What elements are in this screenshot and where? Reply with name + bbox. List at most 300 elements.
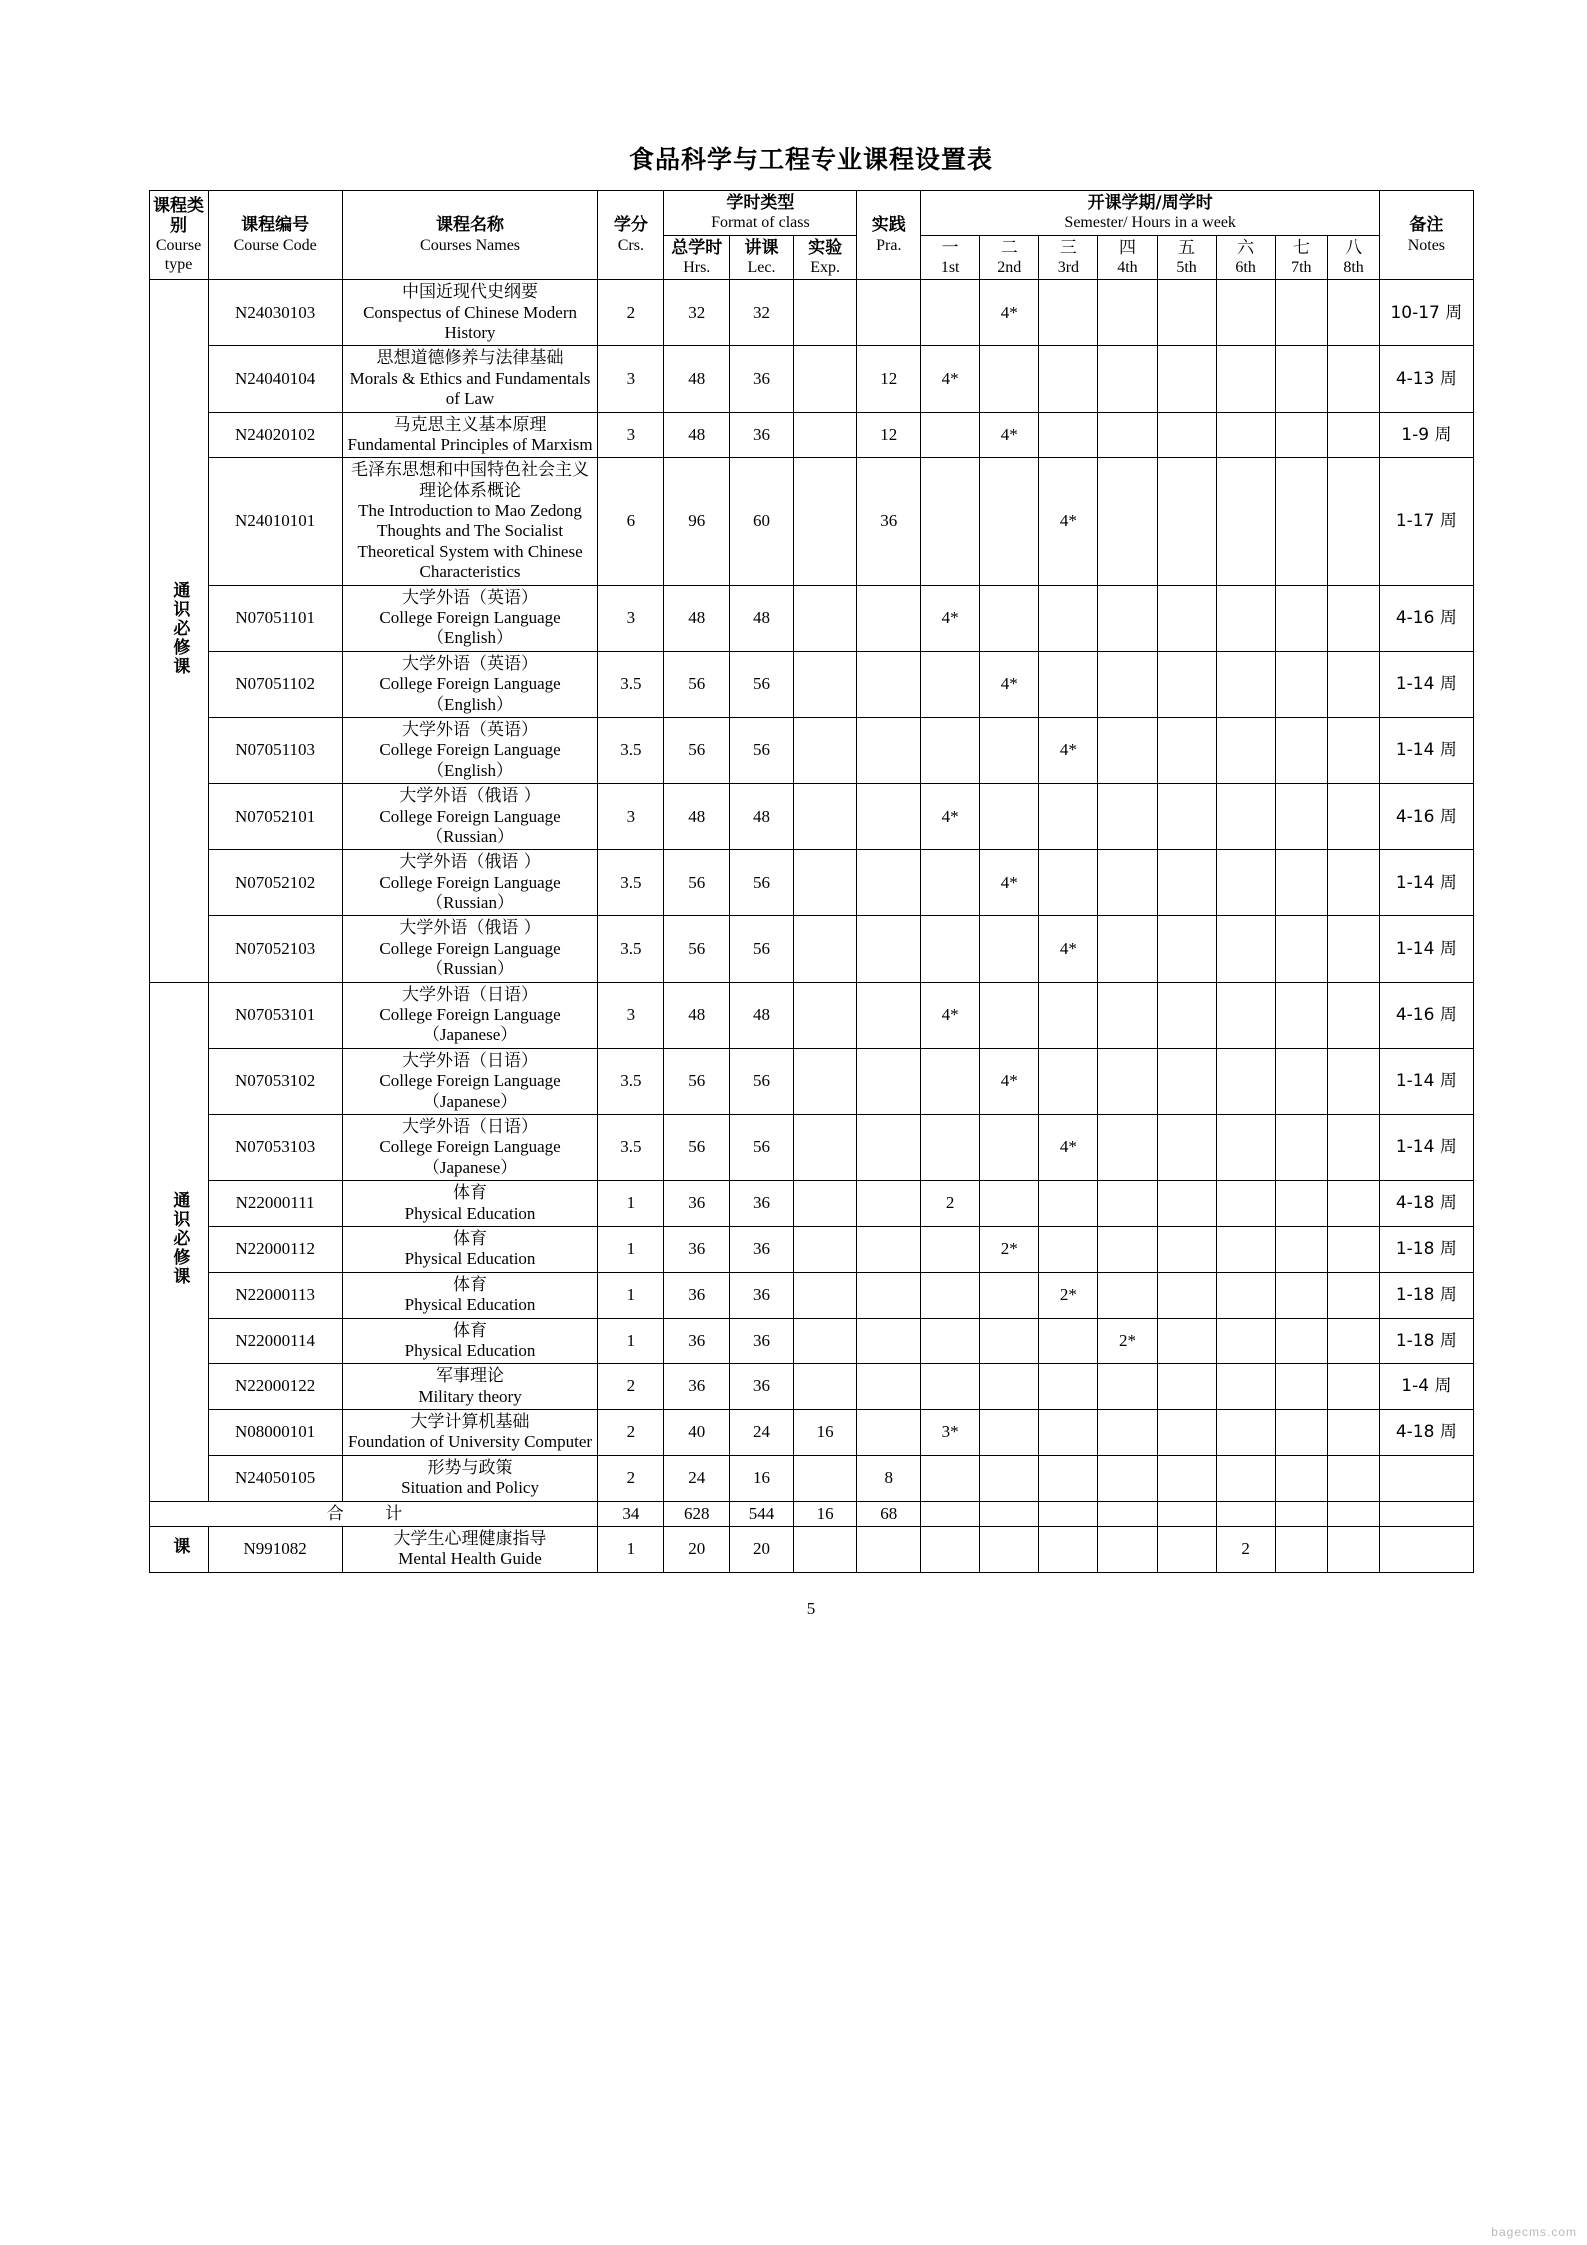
cell-semester-1: 4*: [921, 346, 980, 412]
cell-lecture-hours: 48: [730, 784, 794, 850]
cell-credits: 3.5: [598, 717, 664, 783]
cell-practice-hours: [857, 717, 921, 783]
cell-course-code: N08000101: [208, 1410, 342, 1456]
cell-semester-7: [1275, 1272, 1327, 1318]
header-total-hours: 总学时 Hrs.: [664, 235, 730, 280]
cell-lecture-hours: 32: [730, 280, 794, 346]
cell-course-name: 体育 Physical Education: [342, 1181, 598, 1227]
cell-total-hours: 36: [664, 1364, 730, 1410]
cell-course-code: N07053103: [208, 1115, 342, 1181]
cell-semester-8: [1327, 1115, 1379, 1181]
cell-practice-hours: [857, 850, 921, 916]
cell-practice-hours: [857, 1527, 921, 1573]
cell-notes: 1-14 周: [1380, 1115, 1473, 1181]
cell-semester-8: [1327, 280, 1379, 346]
cell-credits: 3: [598, 412, 664, 458]
cell-semester-8: [1327, 916, 1379, 982]
table-row: [149, 1048, 1473, 1114]
header-semester-3: 三 3rd: [1039, 235, 1098, 280]
cell-experiment-hours: [793, 1115, 857, 1181]
cell-semester-7: [1275, 1318, 1327, 1364]
table-total-row: [149, 1501, 1473, 1526]
cell-experiment-hours: [793, 784, 857, 850]
cell-course-name: 大学外语（日语） College Foreign Language （Japanese）: [342, 1048, 598, 1114]
cell-semester-4: [1098, 458, 1157, 585]
table-row: [149, 651, 1473, 717]
table-row: [149, 1272, 1473, 1318]
cell-semester-3: [1039, 585, 1098, 651]
cell-practice-hours: 12: [857, 412, 921, 458]
cell-credits: 6: [598, 458, 664, 585]
category-group-elective: 课: [149, 1527, 208, 1573]
cell-semester-8: [1327, 585, 1379, 651]
cell-semester-7: [1275, 850, 1327, 916]
cell-semester-1: [921, 717, 980, 783]
cell-semester-7: [1275, 651, 1327, 717]
cell-semester-3: [1039, 280, 1098, 346]
cell-course-code: N07051102: [208, 651, 342, 717]
header-code: 课程编号 Course Code: [208, 191, 342, 280]
cell-credits: 2: [598, 280, 664, 346]
cell-semester-8: [1327, 1527, 1379, 1573]
header-category: 课程类别 Course type: [149, 191, 208, 280]
cell-semester-4: [1098, 1527, 1157, 1573]
table-row: [149, 1226, 1473, 1272]
cell-semester-3: [1039, 1048, 1098, 1114]
cell-semester-5: [1157, 1364, 1216, 1410]
cell-course-name: 大学外语（俄语 ） College Foreign Language （Russian）: [342, 784, 598, 850]
cell-semester-7: [1275, 1364, 1327, 1410]
cell-semester-8: [1327, 850, 1379, 916]
cell-semester-2: 4*: [980, 850, 1039, 916]
cell-semester-3: [1039, 651, 1098, 717]
cell-semester-1: [921, 1455, 980, 1501]
cell-lecture-hours: 20: [730, 1527, 794, 1573]
header-credits: 学分 Crs.: [598, 191, 664, 280]
cell-practice-hours: [857, 1226, 921, 1272]
cell-semester-6: [1216, 784, 1275, 850]
total-semester-3: [1039, 1501, 1098, 1526]
cell-semester-8: [1327, 1181, 1379, 1227]
cell-semester-5: [1157, 585, 1216, 651]
cell-semester-8: [1327, 458, 1379, 585]
cell-practice-hours: [857, 1115, 921, 1181]
cell-semester-7: [1275, 585, 1327, 651]
cell-notes: [1380, 1455, 1473, 1501]
cell-semester-3: [1039, 784, 1098, 850]
cell-experiment-hours: [793, 1226, 857, 1272]
total-hours: 628: [664, 1501, 730, 1526]
cell-semester-1: [921, 1364, 980, 1410]
cell-semester-3: [1039, 1455, 1098, 1501]
total-lecture: 544: [730, 1501, 794, 1526]
cell-notes: [1380, 1527, 1473, 1573]
cell-course-code: N22000122: [208, 1364, 342, 1410]
cell-semester-3: 4*: [1039, 916, 1098, 982]
cell-semester-6: [1216, 1048, 1275, 1114]
cell-notes: 1-17 周: [1380, 458, 1473, 585]
table-row: [149, 458, 1473, 585]
cell-semester-2: 4*: [980, 280, 1039, 346]
cell-semester-1: [921, 458, 980, 585]
cell-semester-2: [980, 717, 1039, 783]
cell-semester-3: [1039, 1364, 1098, 1410]
cell-course-name: 思想道德修养与法律基础 Morals & Ethics and Fundamentals of Law: [342, 346, 598, 412]
cell-practice-hours: 36: [857, 458, 921, 585]
header-semester-1: 一 1st: [921, 235, 980, 280]
cell-semester-6: [1216, 1226, 1275, 1272]
header-format-of-class: 学时类型 Format of class: [664, 191, 857, 236]
cell-total-hours: 56: [664, 850, 730, 916]
cell-semester-5: [1157, 916, 1216, 982]
header-semester-4: 四 4th: [1098, 235, 1157, 280]
cell-course-code: N22000113: [208, 1272, 342, 1318]
cell-semester-6: [1216, 346, 1275, 412]
cell-semester-7: [1275, 458, 1327, 585]
category-group-general-required-2: 通识必修课: [149, 982, 208, 1501]
cell-semester-5: [1157, 1115, 1216, 1181]
cell-semester-5: [1157, 784, 1216, 850]
header-course-name: 课程名称 Courses Names: [342, 191, 598, 280]
cell-semester-4: [1098, 1455, 1157, 1501]
cell-experiment-hours: [793, 1318, 857, 1364]
cell-practice-hours: [857, 1181, 921, 1227]
cell-semester-7: [1275, 280, 1327, 346]
category-group-general-required-1: 通识必修课: [149, 280, 208, 983]
cell-course-code: N07052102: [208, 850, 342, 916]
cell-credits: 2: [598, 1455, 664, 1501]
cell-semester-6: [1216, 585, 1275, 651]
cell-semester-3: [1039, 1527, 1098, 1573]
total-semester-6: [1216, 1501, 1275, 1526]
cell-practice-hours: [857, 585, 921, 651]
cell-semester-3: 2*: [1039, 1272, 1098, 1318]
cell-semester-5: [1157, 1410, 1216, 1456]
total-experiment: 16: [793, 1501, 857, 1526]
table-row: [149, 1364, 1473, 1410]
cell-experiment-hours: [793, 346, 857, 412]
cell-lecture-hours: 36: [730, 412, 794, 458]
table-row: [149, 1455, 1473, 1501]
cell-experiment-hours: [793, 458, 857, 585]
cell-lecture-hours: 36: [730, 1226, 794, 1272]
cell-notes: 1-14 周: [1380, 850, 1473, 916]
cell-semester-4: [1098, 717, 1157, 783]
cell-semester-8: [1327, 1272, 1379, 1318]
watermark: bagecms.com: [1491, 2225, 1577, 2239]
table-header: [149, 191, 1473, 280]
cell-total-hours: 36: [664, 1318, 730, 1364]
cell-notes: 1-14 周: [1380, 651, 1473, 717]
cell-semester-2: [980, 1455, 1039, 1501]
cell-course-name: 体育 Physical Education: [342, 1318, 598, 1364]
cell-total-hours: 56: [664, 717, 730, 783]
cell-semester-7: [1275, 1410, 1327, 1456]
cell-semester-2: [980, 916, 1039, 982]
cell-notes: 1-18 周: [1380, 1318, 1473, 1364]
table-row: [149, 1410, 1473, 1456]
cell-semester-6: [1216, 1455, 1275, 1501]
cell-course-code: N22000114: [208, 1318, 342, 1364]
table-body: [149, 280, 1473, 1573]
cell-total-hours: 48: [664, 412, 730, 458]
cell-semester-5: [1157, 1455, 1216, 1501]
cell-course-name: 体育 Physical Education: [342, 1272, 598, 1318]
cell-semester-6: 2: [1216, 1527, 1275, 1573]
cell-semester-3: [1039, 346, 1098, 412]
cell-semester-2: [980, 585, 1039, 651]
cell-semester-2: [980, 346, 1039, 412]
cell-notes: 1-14 周: [1380, 717, 1473, 783]
table-row: [149, 717, 1473, 783]
cell-course-name: 大学计算机基础 Foundation of University Computer: [342, 1410, 598, 1456]
cell-lecture-hours: 56: [730, 916, 794, 982]
cell-notes: 10-17 周: [1380, 280, 1473, 346]
total-semester-8: [1327, 1501, 1379, 1526]
cell-semester-6: [1216, 280, 1275, 346]
cell-semester-1: [921, 1226, 980, 1272]
cell-semester-1: 4*: [921, 784, 980, 850]
cell-total-hours: 48: [664, 346, 730, 412]
cell-credits: 2: [598, 1364, 664, 1410]
cell-semester-6: [1216, 1115, 1275, 1181]
cell-semester-7: [1275, 1527, 1327, 1573]
cell-total-hours: 56: [664, 1115, 730, 1181]
cell-experiment-hours: [793, 982, 857, 1048]
cell-total-hours: 48: [664, 982, 730, 1048]
cell-semester-2: [980, 982, 1039, 1048]
table-row: [149, 1115, 1473, 1181]
cell-semester-1: [921, 916, 980, 982]
cell-semester-7: [1275, 916, 1327, 982]
cell-experiment-hours: 16: [793, 1410, 857, 1456]
cell-practice-hours: [857, 1272, 921, 1318]
cell-semester-7: [1275, 982, 1327, 1048]
cell-total-hours: 96: [664, 458, 730, 585]
cell-semester-6: [1216, 717, 1275, 783]
cell-semester-5: [1157, 280, 1216, 346]
cell-course-name: 大学外语（英语） College Foreign Language （English）: [342, 651, 598, 717]
total-semester-5: [1157, 1501, 1216, 1526]
cell-lecture-hours: 56: [730, 1115, 794, 1181]
header-semester-2: 二 2nd: [980, 235, 1039, 280]
cell-course-code: N07052101: [208, 784, 342, 850]
cell-lecture-hours: 36: [730, 1181, 794, 1227]
cell-practice-hours: [857, 1048, 921, 1114]
cell-semester-6: [1216, 458, 1275, 585]
cell-credits: 1: [598, 1318, 664, 1364]
cell-experiment-hours: [793, 916, 857, 982]
cell-credits: 3: [598, 346, 664, 412]
cell-semester-5: [1157, 1181, 1216, 1227]
cell-semester-3: [1039, 1181, 1098, 1227]
cell-semester-7: [1275, 784, 1327, 850]
cell-semester-1: [921, 1318, 980, 1364]
cell-semester-5: [1157, 412, 1216, 458]
cell-credits: 2: [598, 1410, 664, 1456]
total-credits: 34: [598, 1501, 664, 1526]
cell-semester-2: [980, 1364, 1039, 1410]
cell-course-name: 大学外语（英语） College Foreign Language （English）: [342, 585, 598, 651]
cell-total-hours: 48: [664, 585, 730, 651]
cell-credits: 3: [598, 585, 664, 651]
cell-semester-3: 4*: [1039, 1115, 1098, 1181]
cell-lecture-hours: 36: [730, 1318, 794, 1364]
cell-semester-4: [1098, 651, 1157, 717]
cell-semester-6: [1216, 1410, 1275, 1456]
header-semester-6: 六 6th: [1216, 235, 1275, 280]
total-notes: [1380, 1501, 1473, 1526]
cell-credits: 3: [598, 784, 664, 850]
total-semester-2: [980, 1501, 1039, 1526]
cell-semester-3: [1039, 1226, 1098, 1272]
cell-course-code: N24010101: [208, 458, 342, 585]
total-label: 合 计: [149, 1501, 598, 1526]
cell-notes: 1-18 周: [1380, 1226, 1473, 1272]
cell-credits: 1: [598, 1181, 664, 1227]
cell-lecture-hours: 48: [730, 982, 794, 1048]
cell-credits: 3.5: [598, 916, 664, 982]
cell-semester-7: [1275, 1181, 1327, 1227]
cell-course-code: N07051103: [208, 717, 342, 783]
cell-semester-6: [1216, 916, 1275, 982]
cell-semester-5: [1157, 1226, 1216, 1272]
cell-semester-5: [1157, 1048, 1216, 1114]
cell-semester-3: 4*: [1039, 458, 1098, 585]
cell-course-name: 大学外语（日语） College Foreign Language （Japanese）: [342, 982, 598, 1048]
table-row: [149, 1527, 1473, 1573]
cell-notes: 4-16 周: [1380, 784, 1473, 850]
cell-semester-2: 4*: [980, 1048, 1039, 1114]
cell-semester-1: [921, 850, 980, 916]
cell-course-name: 体育 Physical Education: [342, 1226, 598, 1272]
cell-semester-3: 4*: [1039, 717, 1098, 783]
cell-total-hours: 32: [664, 280, 730, 346]
cell-semester-4: [1098, 1181, 1157, 1227]
cell-semester-8: [1327, 982, 1379, 1048]
cell-semester-4: [1098, 982, 1157, 1048]
cell-notes: 1-14 周: [1380, 916, 1473, 982]
table-row: [149, 1181, 1473, 1227]
table-row: [149, 280, 1473, 346]
cell-total-hours: 36: [664, 1272, 730, 1318]
cell-semester-4: [1098, 1272, 1157, 1318]
cell-semester-5: [1157, 982, 1216, 1048]
cell-credits: 3.5: [598, 850, 664, 916]
cell-course-code: N22000111: [208, 1181, 342, 1227]
cell-semester-4: 2*: [1098, 1318, 1157, 1364]
cell-course-name: 马克思主义基本原理 Fundamental Principles of Marxism: [342, 412, 598, 458]
cell-semester-1: [921, 280, 980, 346]
cell-practice-hours: [857, 982, 921, 1048]
cell-experiment-hours: [793, 280, 857, 346]
cell-semester-2: [980, 784, 1039, 850]
cell-notes: 4-13 周: [1380, 346, 1473, 412]
cell-course-code: N22000112: [208, 1226, 342, 1272]
header-lecture-hours: 讲课 Lec.: [730, 235, 794, 280]
table-row: [149, 1318, 1473, 1364]
total-practice: 68: [857, 1501, 921, 1526]
cell-lecture-hours: 48: [730, 585, 794, 651]
table-row: [149, 585, 1473, 651]
total-semester-7: [1275, 1501, 1327, 1526]
cell-lecture-hours: 16: [730, 1455, 794, 1501]
cell-semester-1: 4*: [921, 585, 980, 651]
cell-semester-4: [1098, 1226, 1157, 1272]
cell-semester-1: [921, 1115, 980, 1181]
cell-experiment-hours: [793, 412, 857, 458]
cell-practice-hours: [857, 280, 921, 346]
cell-semester-6: [1216, 982, 1275, 1048]
cell-semester-3: [1039, 1318, 1098, 1364]
cell-semester-1: 3*: [921, 1410, 980, 1456]
cell-experiment-hours: [793, 717, 857, 783]
cell-semester-8: [1327, 1364, 1379, 1410]
cell-total-hours: 56: [664, 1048, 730, 1114]
cell-semester-8: [1327, 784, 1379, 850]
cell-semester-5: [1157, 1318, 1216, 1364]
cell-course-name: 中国近现代史纲要 Conspectus of Chinese Modern History: [342, 280, 598, 346]
cell-semester-5: [1157, 717, 1216, 783]
cell-semester-7: [1275, 1115, 1327, 1181]
cell-credits: 1: [598, 1272, 664, 1318]
cell-credits: 3.5: [598, 1115, 664, 1181]
header-semester: 开课学期/周学时 Semester/ Hours in a week: [921, 191, 1380, 236]
cell-semester-8: [1327, 717, 1379, 783]
cell-experiment-hours: [793, 1048, 857, 1114]
table-row: [149, 412, 1473, 458]
cell-semester-2: [980, 1115, 1039, 1181]
cell-semester-4: [1098, 916, 1157, 982]
cell-semester-1: [921, 1527, 980, 1573]
cell-experiment-hours: [793, 1455, 857, 1501]
cell-semester-5: [1157, 1527, 1216, 1573]
cell-semester-6: [1216, 1181, 1275, 1227]
cell-semester-7: [1275, 1455, 1327, 1501]
cell-course-name: 大学外语（俄语 ） College Foreign Language （Russian）: [342, 850, 598, 916]
cell-semester-6: [1216, 1364, 1275, 1410]
cell-lecture-hours: 56: [730, 651, 794, 717]
cell-experiment-hours: [793, 651, 857, 717]
cell-semester-2: [980, 1410, 1039, 1456]
cell-experiment-hours: [793, 585, 857, 651]
cell-semester-8: [1327, 1226, 1379, 1272]
cell-practice-hours: [857, 1318, 921, 1364]
cell-course-name: 大学外语（英语） College Foreign Language （English）: [342, 717, 598, 783]
cell-semester-3: [1039, 412, 1098, 458]
cell-semester-2: 4*: [980, 651, 1039, 717]
cell-semester-8: [1327, 1455, 1379, 1501]
table-row: [149, 916, 1473, 982]
cell-course-name: 大学生心理健康指导 Mental Health Guide: [342, 1527, 598, 1573]
page-title: 食品科学与工程专业课程设置表: [628, 145, 993, 174]
cell-total-hours: 36: [664, 1181, 730, 1227]
header-practice: 实践 Pra.: [857, 191, 921, 280]
cell-semester-5: [1157, 1272, 1216, 1318]
cell-credits: 1: [598, 1226, 664, 1272]
cell-credits: 3: [598, 982, 664, 1048]
cell-practice-hours: 12: [857, 346, 921, 412]
header-semester-7: 七 7th: [1275, 235, 1327, 280]
cell-semester-5: [1157, 850, 1216, 916]
cell-course-code: N07051101: [208, 585, 342, 651]
cell-semester-4: [1098, 1364, 1157, 1410]
cell-course-name: 大学外语（日语） College Foreign Language （Japanese）: [342, 1115, 598, 1181]
cell-semester-7: [1275, 412, 1327, 458]
cell-notes: 4-16 周: [1380, 585, 1473, 651]
cell-semester-7: [1275, 717, 1327, 783]
cell-semester-6: [1216, 412, 1275, 458]
